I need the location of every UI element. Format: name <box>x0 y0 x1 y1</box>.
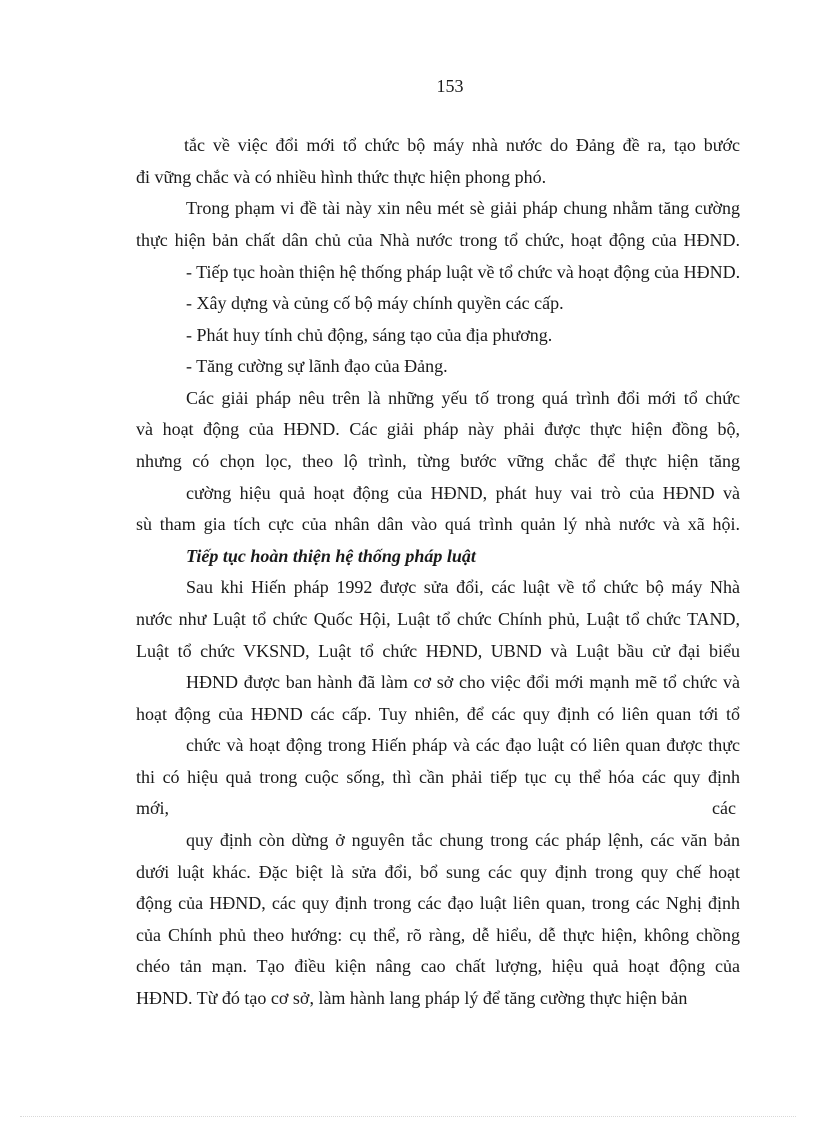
list-item: - Tăng cường sự lãnh đạo của Đảng. <box>186 356 448 376</box>
text-line: hoạt động của HĐND các cấp. Tuy nhiên, để các quy định có liên quan tới tổ <box>136 704 740 724</box>
text-line: Trong phạm vi đề tài này xin nêu mét sè giải pháp chung nhằm tăng cường <box>186 198 740 218</box>
text-line: các <box>712 798 736 818</box>
text-line: chức và hoạt động trong Hiến pháp và các đạo luật có liên quan được thực <box>186 735 740 755</box>
text-line: của Chính phủ theo hướng: cụ thể, rõ ràng, dễ hiểu, dễ thực hiện, không chồng <box>136 925 740 945</box>
text-line: Các giải pháp nêu trên là những yếu tố trong quá trình đổi mới tổ chức <box>186 388 740 408</box>
text-line: động của HĐND, các quy định trong các đạo luật liên quan, trong các Nghị định <box>136 893 740 913</box>
text-line: và hoạt động của HĐND. Các giải pháp này phải được thực hiện đồng bộ, <box>136 419 740 439</box>
text-line: sù tham gia tích cực của nhân dân vào quá trình quản lý nhà nước và xã hội. <box>136 514 740 534</box>
list-item: - Phát huy tính chủ động, sáng tạo của địa phương. <box>186 325 553 345</box>
text-line: nước như Luật tổ chức Quốc Hội, Luật tổ chức Chính phủ, Luật tổ chức TAND, <box>136 609 740 629</box>
text-line: cường hiệu quả hoạt động của HĐND, phát huy vai trò của HĐND và <box>186 483 740 503</box>
text-line: Sau khi Hiến pháp 1992 được sửa đổi, các luật về tổ chức bộ máy Nhà <box>186 577 740 597</box>
text-line: chéo tản mạn. Tạo điều kiện nâng cao chất lượng, hiệu quả hoạt động của <box>136 956 740 976</box>
list-item: - Tiếp tục hoàn thiện hệ thống pháp luật về tổ chức và hoạt động của HĐND. <box>186 262 741 282</box>
page-number: 153 <box>436 76 464 96</box>
text-line: thực hiện bản chất dân chủ của Nhà nước trong tổ chức, hoạt động của HĐND. <box>136 230 740 250</box>
text-line: mới, <box>136 798 170 818</box>
text-line: Luật tổ chức VKSND, Luật tổ chức HĐND, UBND và Luật bầu cử đại biểu <box>136 641 740 661</box>
text-line: quy định còn dừng ở nguyên tắc chung trong các pháp lệnh, các văn bản <box>186 830 740 850</box>
text-line: HĐND được ban hành đã làm cơ sở cho việc đổi mới mạnh mẽ tổ chức và <box>186 672 740 692</box>
text-line: HĐND. Từ đó tạo cơ sở, làm hành lang pháp lý để tăng cường thực hiện bản <box>136 988 688 1008</box>
list-item: - Xây dựng và củng cố bộ máy chính quyền các cấp. <box>186 293 564 313</box>
text-line: thi có hiệu quả trong cuộc sống, thì cần phải tiếp tục cụ thể hóa các quy định <box>136 767 740 787</box>
text-line: dưới luật khác. Đặc biệt là sửa đổi, bổ sung các quy định trong quy chế hoạt <box>136 862 740 882</box>
section-heading: Tiếp tục hoàn thiện hệ thống pháp luật <box>186 546 476 566</box>
text-line: nhưng có chọn lọc, theo lộ trình, từng bước vững chắc để thực hiện tăng <box>136 451 740 471</box>
text-line: đi vững chắc và có nhiều hình thức thực hiện phong phó. <box>136 167 547 187</box>
text-line: tắc về việc đổi mới tổ chức bộ máy nhà nước do Đảng đề ra, tạo bước <box>184 135 740 155</box>
page-bottom-divider <box>20 1116 796 1117</box>
